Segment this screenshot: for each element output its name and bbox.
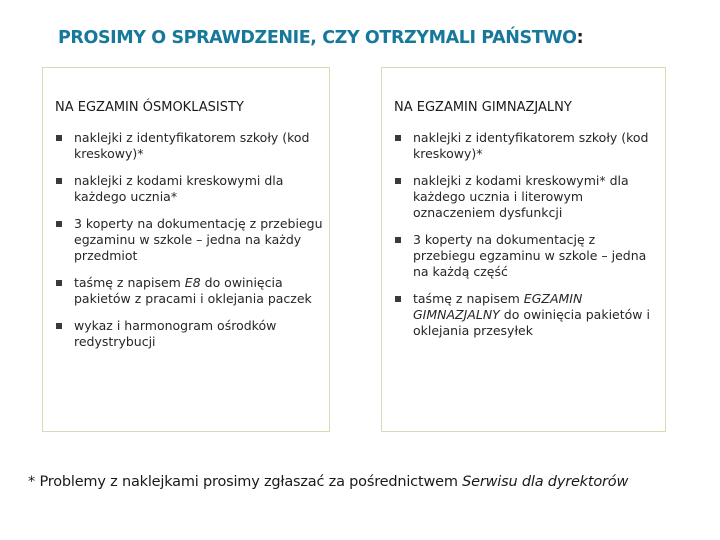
square-bullet-icon bbox=[395, 135, 401, 141]
box-heading: NA EGZAMIN ÓSMOKLASISTY bbox=[55, 100, 244, 115]
checklist bbox=[55, 130, 323, 361]
list-item-text: naklejki z identyfikatorem szkoły (kod kreskowy)* bbox=[74, 130, 310, 161]
list-item bbox=[394, 232, 659, 280]
square-bullet-icon bbox=[56, 280, 62, 286]
list-item-text: naklejki z identyfikatorem szkoły (kod kreskowy)* bbox=[413, 130, 649, 161]
list-item-text: 3 koperty na dokumentację z przebiegu egzaminu w szkole – jedna na każdy przedmiot bbox=[74, 216, 323, 263]
list-item-text: taśmę z napisem bbox=[413, 291, 524, 306]
exam-box-osmoklasisty bbox=[42, 67, 330, 432]
footnote-service-name: Serwisu dla dyrektorów bbox=[462, 474, 629, 490]
checklist bbox=[394, 130, 659, 350]
footnote bbox=[28, 474, 628, 490]
square-bullet-icon bbox=[395, 296, 401, 302]
square-bullet-icon bbox=[56, 135, 62, 141]
list-item-text: naklejki z kodami kreskowymi* dla każdego ucznia i literowym oznaczeniem dysfunkcji bbox=[413, 173, 629, 220]
list-item-text: taśmę z napisem bbox=[74, 275, 185, 290]
list-item bbox=[55, 216, 323, 264]
tape-label: E8 bbox=[184, 275, 201, 290]
list-item bbox=[55, 318, 323, 350]
exam-box-gimnazjalny bbox=[381, 67, 666, 432]
list-item-text: do owinięcia pakietów z pracami i oklejania paczek bbox=[74, 275, 312, 306]
list-item bbox=[394, 291, 659, 339]
list-item-text: do owinięcia pakietów i oklejania przesyłek bbox=[413, 307, 650, 338]
page-title bbox=[58, 28, 583, 48]
footnote-text: * Problemy z naklejkami prosimy zgłaszać za pośrednictwem bbox=[28, 474, 463, 490]
tape-label: EGZAMIN GIMNAZJALNY bbox=[413, 291, 583, 322]
list-item bbox=[55, 275, 323, 307]
square-bullet-icon bbox=[395, 178, 401, 184]
list-item-text: naklejki z kodami kreskowymi dla każdego ucznia* bbox=[74, 173, 284, 204]
list-item-text: wykaz i harmonogram ośrodków redystrybucji bbox=[74, 318, 277, 349]
square-bullet-icon bbox=[56, 323, 62, 329]
list-item bbox=[394, 173, 659, 221]
square-bullet-icon bbox=[395, 237, 401, 243]
square-bullet-icon bbox=[56, 178, 62, 184]
list-item bbox=[55, 130, 323, 162]
page-title-colon: : bbox=[576, 28, 584, 48]
list-item bbox=[55, 173, 323, 205]
square-bullet-icon bbox=[56, 221, 62, 227]
page-title-text: PROSIMY O SPRAWDZENIE, CZY OTRZYMALI PAŃSTWO bbox=[58, 28, 577, 48]
list-item bbox=[394, 130, 659, 162]
list-item-text: 3 koperty na dokumentację z przebiegu egzaminu w szkole – jedna na każdą część bbox=[413, 232, 647, 279]
box-heading: NA EGZAMIN GIMNAZJALNY bbox=[394, 100, 572, 115]
